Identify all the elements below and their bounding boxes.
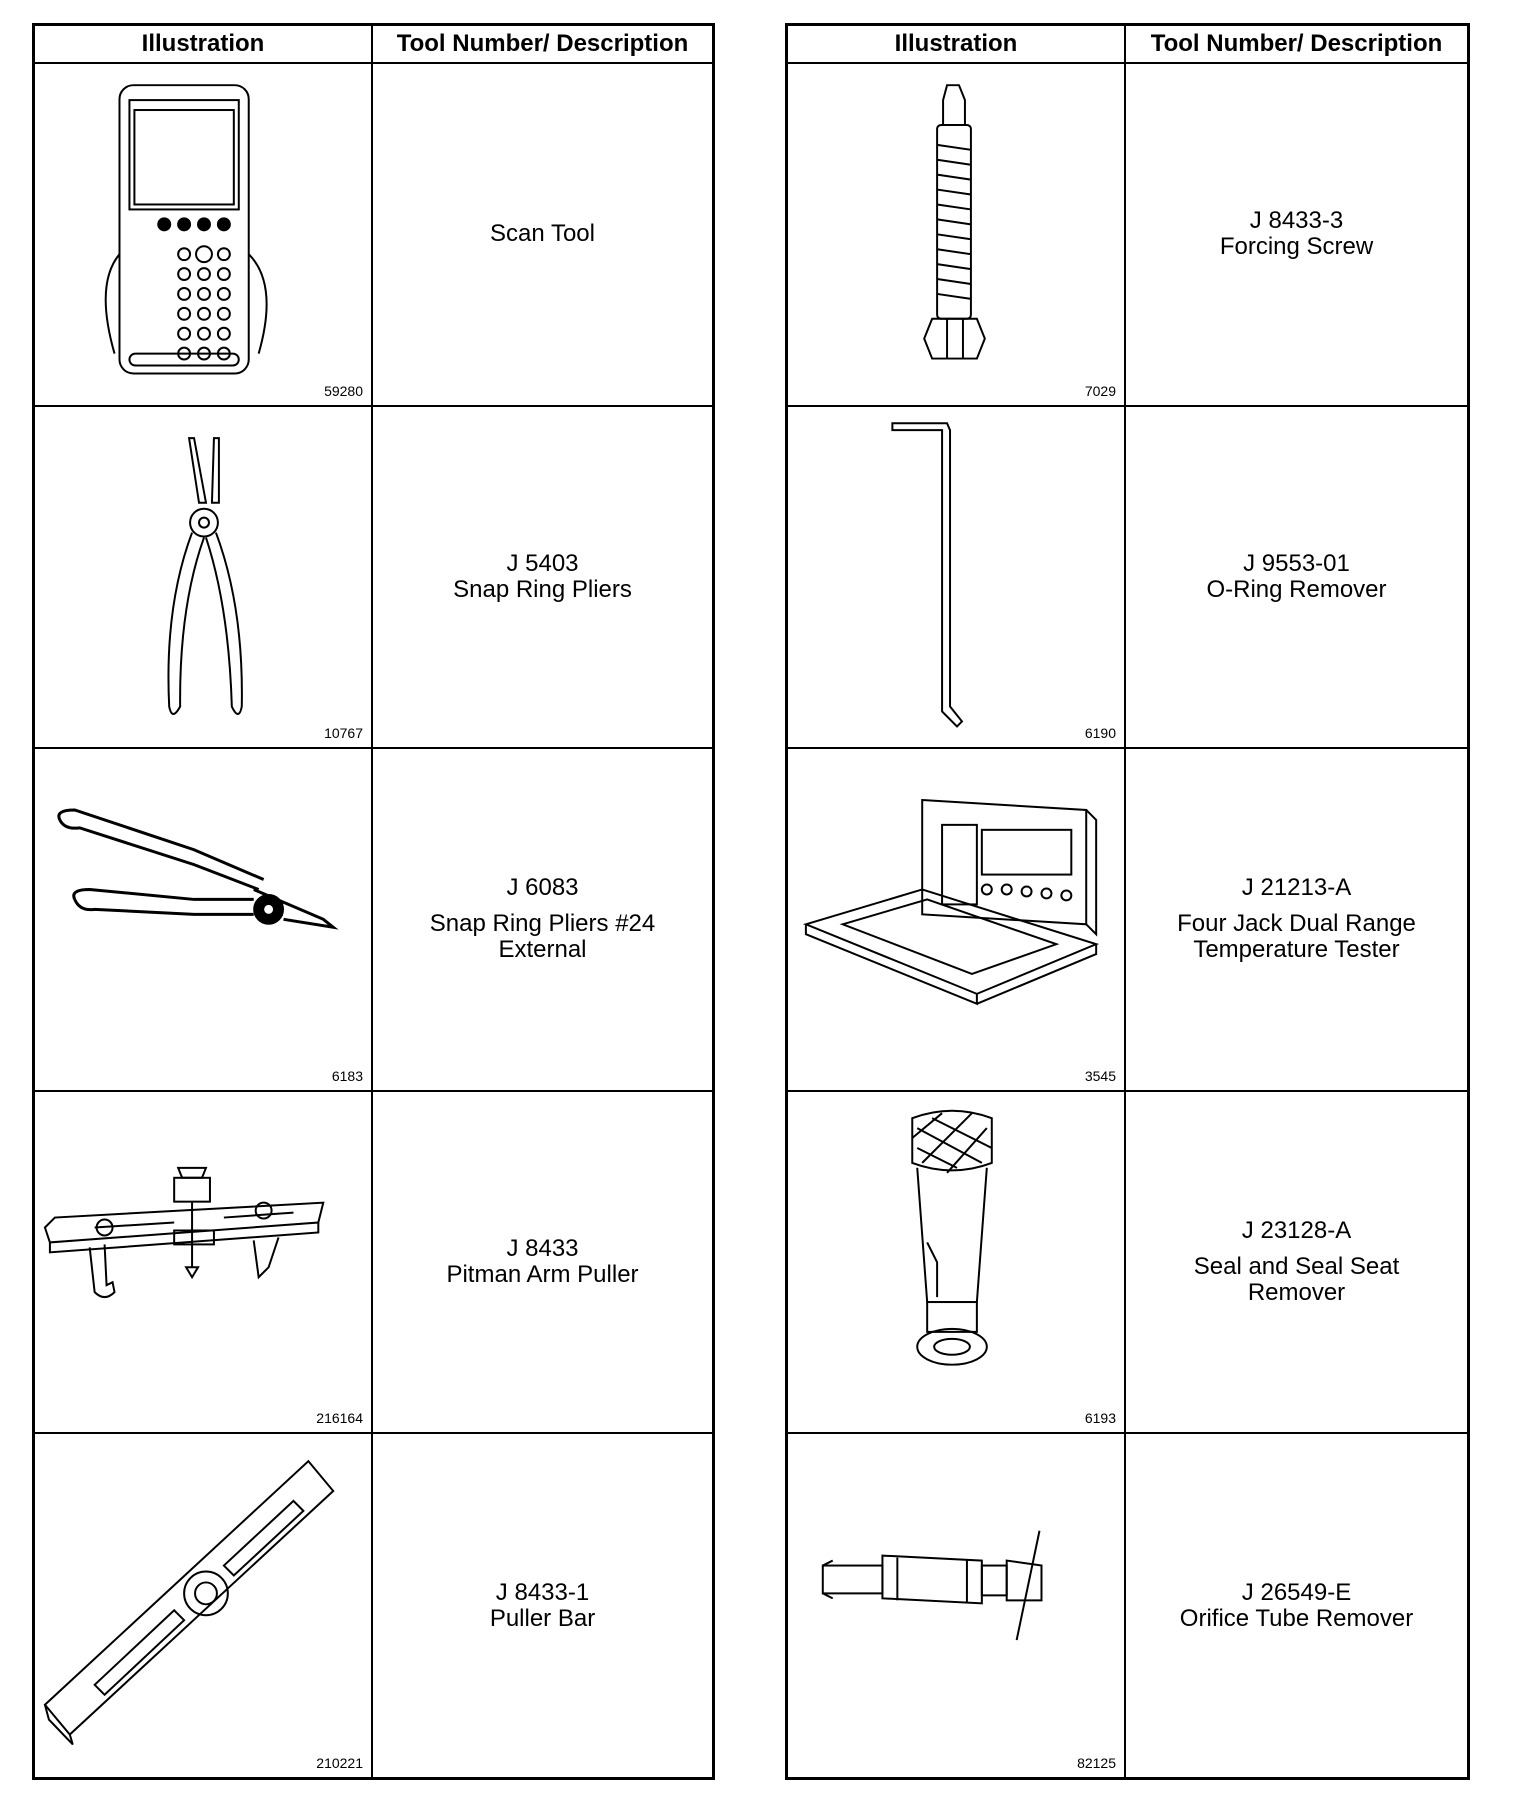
tool-number: J 23128-A [1241, 1217, 1352, 1245]
external-snap-ring-pliers-icon [35, 749, 371, 1090]
tool-number: J 6083 [506, 874, 579, 902]
tool-description-line: Four Jack Dual Range [1177, 910, 1416, 938]
figure-number: 210221 [316, 1755, 363, 1771]
header-tool-description: Tool Number/ Description [1126, 26, 1467, 64]
tool-description-line: Forcing Screw [1219, 233, 1374, 261]
temperature-tester-icon [788, 749, 1124, 1090]
tool-description-cell [1126, 1092, 1467, 1435]
seal-remover-illustration [788, 1092, 1126, 1435]
tool-number: J 8433-1 [495, 1578, 590, 1606]
tool-number: J 5403 [506, 549, 579, 577]
tool-description-line: Temperature Tester [1193, 936, 1400, 964]
puller-bar-icon [35, 1434, 371, 1777]
orifice-tube-remover-illustration [788, 1434, 1126, 1777]
tool-table-right [785, 23, 1470, 1780]
scan-tool-icon [35, 64, 371, 405]
tool-description-cell [1126, 749, 1467, 1092]
figure-number: 82125 [1077, 1755, 1116, 1771]
tool-description-cell [1126, 1434, 1467, 1777]
seal-remover-icon [788, 1092, 1124, 1433]
figure-number: 6183 [331, 1067, 363, 1084]
tool-description-cell [1126, 407, 1467, 750]
tool-number: J 9553-01 [1243, 549, 1350, 577]
tool-description-line: Pitman Arm Puller [446, 1261, 639, 1289]
pitman-arm-puller-illustration [35, 1092, 373, 1435]
tool-table-left [32, 23, 715, 1780]
forcing-screw-illustration [788, 64, 1126, 407]
tool-number: J 8433-3 [1249, 207, 1344, 235]
tool-number: J 8433 [506, 1235, 579, 1263]
orifice-tube-remover-icon [788, 1434, 1124, 1777]
snap-ring-pliers-icon [35, 407, 371, 748]
figure-number: 10767 [324, 725, 363, 742]
tool-description-line: Orifice Tube Remover [1179, 1604, 1414, 1632]
tool-number: J 26549-E [1241, 1578, 1352, 1606]
figure-number: 216164 [316, 1410, 363, 1427]
tool-description-cell [373, 407, 712, 750]
puller-bar-illustration [35, 1434, 373, 1777]
header-tool-description: Tool Number/ Description [373, 26, 712, 64]
temperature-tester-illustration [788, 749, 1126, 1092]
header-illustration: Illustration [788, 26, 1126, 64]
tool-description-line: Snap Ring Pliers [453, 575, 632, 603]
o-ring-remover-icon [788, 407, 1124, 748]
tool-description-line: Snap Ring Pliers #24 [429, 910, 656, 938]
figure-number: 7029 [1084, 382, 1116, 399]
header-illustration: Illustration [35, 26, 373, 64]
pitman-arm-puller-icon [35, 1092, 371, 1433]
tool-description-cell [1126, 64, 1467, 407]
tool-description-cell [373, 1092, 712, 1435]
forcing-screw-icon [788, 64, 1124, 405]
figure-number: 6193 [1084, 1410, 1116, 1427]
tool-description-line: Seal and Seal Seat [1193, 1253, 1400, 1281]
tool-description-line: O-Ring Remover [1206, 575, 1387, 603]
figure-number: 3545 [1084, 1067, 1116, 1084]
figure-number: 6190 [1084, 725, 1116, 742]
tool-description-line: Scan Tool [490, 220, 595, 248]
figure-number: 59280 [324, 382, 363, 399]
external-snap-ring-pliers-illustration [35, 749, 373, 1092]
tool-description-cell [373, 1434, 712, 1777]
tool-description-cell [373, 64, 712, 407]
tool-description-cell [373, 749, 712, 1092]
tool-description-line: Puller Bar [489, 1604, 596, 1632]
tool-description-line: Remover [1247, 1279, 1346, 1307]
o-ring-remover-illustration [788, 407, 1126, 750]
snap-ring-pliers-illustration [35, 407, 373, 750]
scan-tool-illustration [35, 64, 373, 407]
tool-number: J 21213-A [1241, 874, 1352, 902]
tool-description-line: External [498, 936, 587, 964]
